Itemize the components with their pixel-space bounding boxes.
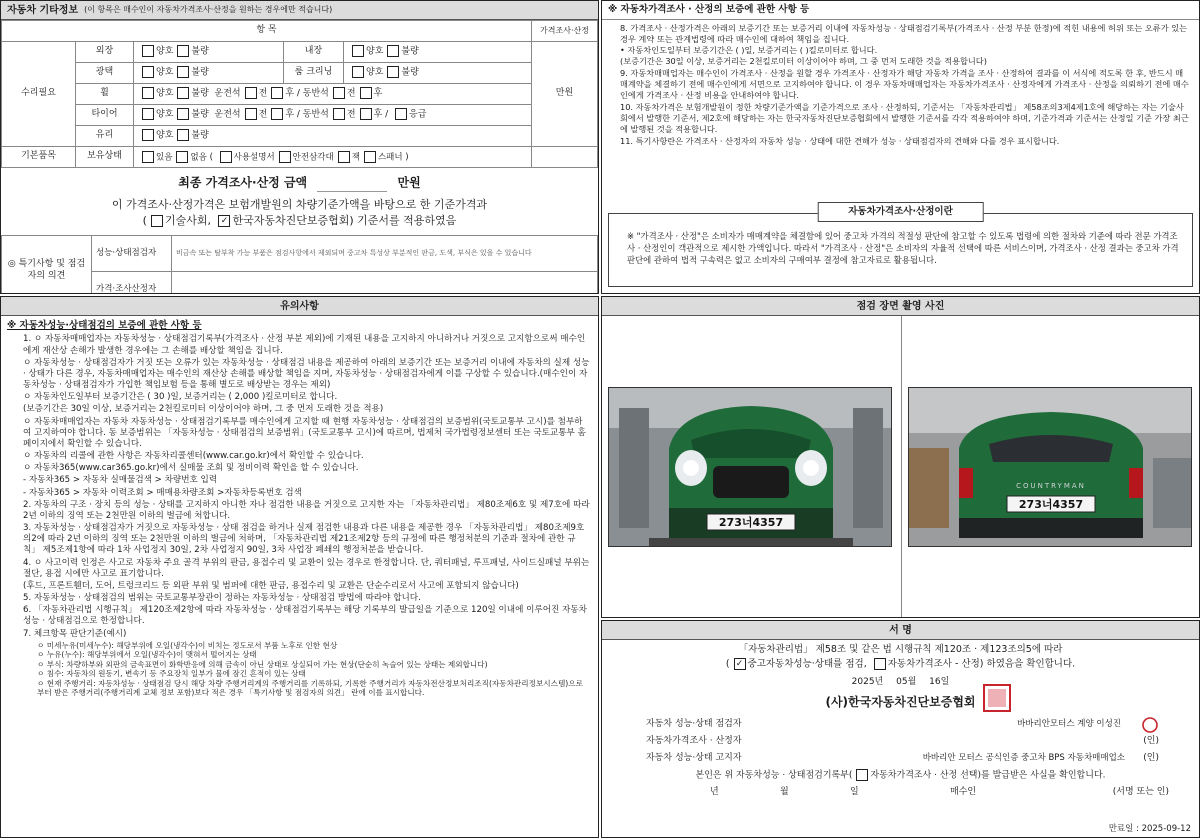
caution-item: 2. 자동차의 구조 · 장치 등의 성능 · 상태를 고지하지 아니한 자나 점검한 내용을 거짓으로 고지한 자는 「자동차관리법」 제80조제6호 및 제7호에 따라 2년 이하의 징역 또는 2천만원 이하의 벌금에 처합니다. [23,499,590,521]
checkbox-checked[interactable]: ✓ [218,215,230,227]
other-info-table: 항 목 가격조사·산정 수리필요 외장 양호 불량 내장 양호 불량 만원 광택 양호 불량 룸 크리닝 양호 불량 휠 양호 불량 운전석 전 후 / 동반석 전 후 타이어 양호 불량 운전석 전 후 / 동반석 전 후 / 응급 유리 양호 불량 기본품목 보유상태 있음 없음 ( 사용설명서 안전삼각대 잭 스패너 ) [1,20,598,168]
caution-item: 6. 「자동차관리법 시행규칙」 제120조제2항에 따라 자동차성능 · 상태점검기록부는 해당 기록부의 발급일을 기준으로 120일 이내에 이루어진 자동차 성능 · 상태점검으로 한정합니다. [23,605,587,627]
possession-label: 보유상태 [76,147,134,168]
check-criteria-list [1,641,598,698]
definition-title: 자동차가격조사·산정이란 [817,202,984,222]
photos-header: 점검 장면 촬영 사진 [602,297,1199,316]
photos-divider [901,316,902,617]
row-label-room-cleaning: 룸 크리닝 [284,63,344,84]
caution-item: - 자동차365 > 자동차 이력조회 > 매매용차량조회 >자동차등록번호 검색 [23,487,302,498]
signature-line1: 「자동차관리법」 제58조 및 같은 법 시행규칙 제120조 · 제123조의5에 따라 [738,644,1063,655]
price-warranty-list [602,20,1199,147]
checkbox[interactable] [364,151,376,163]
criteria-item: ㅇ 현재 주행거리: 자동차성능 · 상태점검 당시 해당 차량 주행거리계의 주행거리를 기록하되, 기록한 주행거리가 자동차전산정보처리조직(자동차관리정보시스템)으로부터 받은 주행거리(주행거리계 교체 정보 포함)보다 적은 경우 「특기사항 및 점검자의 의견」 란에 이를 표시합니다. [37,678,583,698]
sign-year: 2025년 [851,677,884,688]
cautions-section-title: ※ 자동차성능·상태점검의 보증에 관한 사항 등 [7,320,202,331]
signer-row: 자동차가격조사 · 산정자 (인) [646,736,1159,747]
checkbox[interactable] [874,658,886,670]
caution-item: 7. 체크항목 판단기준(예시) [23,628,127,639]
caution-item: ㅇ 자동차인도일부터 보증기간은 ( 30 )일, 보증거리는 ( 2,000 )킬로미터로 합니다. [23,392,338,403]
checkbox[interactable] [352,45,364,57]
basic-items-label: 기본품목 [2,147,76,168]
cautions-list [1,334,598,639]
inspector-label: 성능·상태점검자 [92,235,172,271]
col-item-header: 항 목 [2,21,532,42]
signature-date [602,677,1199,689]
cautions-panel [0,296,599,838]
sign-month: 05월 [896,677,917,688]
warranty-item: 11. 특기사항란은 가격조사 · 산정자의 자동차 성능 · 상태에 대한 견해가 성능 · 상태점검자의 견해와 다를 경우 표시합니다. [620,136,1060,147]
checkbox[interactable] [142,66,154,78]
caution-item: (보증기간은 30일 이상, 보증거리는 2천킬로미터 이상이어야 하며, 그 중 먼저 도래한 것을 적용) [23,404,384,415]
checkbox[interactable] [333,108,345,120]
checkbox[interactable] [151,215,163,227]
checkbox[interactable] [338,151,350,163]
price-warranty-title: ※ 자동차가격조사 · 산정의 보증에 관한 사항 등 [602,1,1199,20]
checkbox[interactable] [271,87,283,99]
checkbox[interactable] [142,129,154,141]
warranty-item: 8. 가격조사 · 산정가격은 아래의 보증기간 또는 보증거리 이내에 자동차성능 · 상태점검기록부(가격조사 · 산정 부분 한정)에 적힌 내용에 허위 또는 오류가 있는 경우 계약 또는 관계법령에 따라 매수인에 대하여 책임을 집니다. [620,23,1188,45]
signer-row: 자동차 성능·상태 고지자 바바리안 모터스 공식인증 중고차 BPS 자동차매매업소 (인) [646,753,1159,764]
checkbox[interactable] [360,87,372,99]
receipt-date-line: 년 월 일 매수인 (서명 또는 인) [710,786,1169,797]
criteria-item: ㅇ 누유(누수): 해당부위에서 오일(냉각수)이 맺혀서 떨어지는 상태 [37,650,257,660]
signature-panel [601,620,1200,838]
caution-item: 3. 자동차성능 · 상태점검자가 거짓으로 자동차성능 · 상태 점검을 하거나 실제 점검한 내용과 다른 내용을 제공한 경우 「자동차관리법」 제80조제9호의2에 따라 2년 이하의 징역 또는 2천만원 이하의 벌금에 처하며, 「자동차관리법 제21조제2항 등의 규정에 따른 행정처분의 기준과 절차에 관한 규칙」 제5조제1항에 따라 1차 사업정지 30일, 2차 사업정지 90일, 3차 사업장 폐쇄의 행정처분을 받습니다. [23,523,585,556]
checkbox[interactable] [387,45,399,57]
basis-text: 이 가격조사·산정가격은 보험개발원의 차량기준가액을 바탕으로 한 기준가격과 [111,198,488,211]
checkbox[interactable] [142,151,154,163]
caution-item: 5. 자동차성능 · 상태점검의 범위는 국토교통부장관이 정하는 자동차성능 · 상태점검 방법에 따라야 합니다. [23,593,421,604]
checkbox[interactable] [279,151,291,163]
caution-item: ㅇ 자동차성능 · 상태점검자가 거짓 또는 오류가 있는 자동차성능 · 상태점검 내용을 제공하여 아래의 보증기간 또는 보증거리 이내에 자동차의 실제 성능 · 상태가 다른 경우, 자동차매매업자는 매수인의 재산상 손해를 배상할 책임을 지며, 자동차성능 · 상태점검자에게 이를 구상할 수 있습니다.(매수인이 자동차성능 · 상태점검자가 가입한 책임보험 등을 통해 별도로 배상받는 경우는 제외) [23,357,590,391]
warranty-item: (보증기간은 30일 이상, 보증거리는 2천킬로미터 이상이어야 하며, 그 중 먼저 도래한 것을 적용합니다) [620,56,987,67]
definition-box [608,206,1193,287]
org-seal [982,683,1012,713]
final-price-label: 최종 가격조사·산정 금액 [178,175,308,190]
rear-badge: COUNTRYMAN [1016,482,1086,490]
signature-org-line [602,695,1199,711]
signer-row: 자동차 성능·상태 점검자 바바리안모터스 계양 이성진 [646,716,1159,733]
signature-org: (사)한국자동차진단보증협회 [825,694,976,709]
sign-day: 16일 [929,677,950,688]
row-label-wheel: 휠 [76,84,134,105]
inspector-opinion: 비금속 또는 탈부착 가능 부품은 점검사항에서 제외되며 중고차 특성상 부분적인 판금, 도색, 부식은 있을 수 있습니다 [172,235,598,271]
caution-item: (후드, 프론트휀더, 도어, 트렁크리드 등 외판 부위 및 범퍼에 대한 판금, 용접수리 및 교환은 단순수리로서 사고에 포함되지 않습니다) [23,580,519,591]
final-price-unit: 만원 [397,175,421,190]
definition-text: ※ "가격조사 · 산정"은 소비자가 매매계약을 체결함에 있어 중고차 가격의 적절성 판단에 참고할 수 있도록 법령에 의한 절차와 기준에 따라 전문 가격조사 · 산정인이 객관적으로 제시한 가액입니다. 따라서 "가격조사 · 산정"은 소비자의 자율적 선택에 따른 서비스이며, 가격조사 · 산정 결과는 중고차 가격판단에 관하여 법적 구속력은 없고 소비자의 구매여부 결정에 참고자료로 활용됩니다. [627,231,1179,266]
appraiser-opinion[interactable] [172,271,598,294]
checkbox[interactable] [220,151,232,163]
checkbox[interactable] [333,87,345,99]
rear-car-image [909,388,1192,547]
caution-item: 4. ㅇ 사고이력 인정은 사고로 자동차 주요 골격 부위의 판금, 용접수리 및 교환이 있는 경우로 한정합니다. 단, 쿼터패널, 루프패널, 사이드실패널 부위는 절단, 용접 시에만 사고로 표기합니다. [23,557,590,579]
checkbox[interactable] [395,108,407,120]
repair-label: 수리필요 [2,42,76,147]
front-car-image [609,388,892,547]
checkbox[interactable] [177,66,189,78]
front-plate: 273너4357 [718,516,784,529]
expiry-date: 만료일 : 2025-09-12 [1108,823,1191,834]
caution-item: ㅇ 자동차의 리콜에 관한 사항은 자동차리콜센터(www.car.go.kr)에서 확인할 수 있습니다. [23,451,364,462]
signer-seal [1141,716,1159,734]
appraiser-label: 가격·조사산정자 [92,271,172,294]
price-warranty-panel [601,0,1200,294]
rear-plate: 273너4357 [1018,498,1084,511]
criteria-item: ㅇ 미세누유(미세누수): 해당부위에 오일(냉각수)이 비치는 정도로서 부품 노후로 인한 현상 [37,640,338,650]
row-label-exterior: 외장 [76,42,134,63]
other-info-title: 자동차 기타정보 [7,4,79,16]
checkbox[interactable] [271,108,283,120]
special-label: ◎ 특기사항 및 점검자의 의견 [2,235,92,294]
row-label-tire: 타이어 [76,105,134,126]
row-label-interior: 내장 [284,42,344,63]
checkbox[interactable] [142,45,154,57]
price-unit: 만원 [532,42,598,147]
signer-rows [602,710,1199,767]
warranty-item: 9. 자동차매매업자는 매수인이 가격조사 · 산정을 원할 경우 가격조사 · 산정자가 해당 자동차 가격을 조사 · 산정하여 결과를 이 서식에 적도록 한 후, 반드시 매매계약을 체결하기 전에 매수인에게 서면으로 고지하여야 합니다. 이 경우 자동차매매업자는 자동차가격조사 · 산정자에게 가격조사 · 산정을 의뢰하기 전에 매수인에게 가격조사 · 산정 비용을 안내하여야 합니다. [620,68,1189,101]
other-info-header [1,1,598,20]
checkbox[interactable] [352,66,364,78]
special-table [1,235,598,294]
caution-item: 1. ㅇ 자동차매매업자는 자동차성능 · 상태점검기록부(가격조사 · 산정 부분 제외)에 기재된 내용을 고지하지 아니하거나 거짓으로 고지함으로써 매수인에게 재산상 손해가 발생한 경우에는 그 손해를 배상할 책임을 집니다. [23,334,586,356]
checkbox[interactable] [142,87,154,99]
checkbox[interactable] [245,87,257,99]
warranty-item: 10. 자동차가격은 보험개발원이 정한 차량기준가액을 기준가격으로 조사 · 산정하되, 기준서는 「자동차관리법」 제58조의3제4제1호에 해당하는 자는 기술사회에서 발행한 기준서, 제2호에 해당하는 자는 한국자동차진단보증협회에서 발행한 기준서를 각각 적용하여야 하며, 기준가격과 기준서는 산정일 기준 가장 최근에 발행된 것을 적용합니다. [620,102,1189,135]
checkbox[interactable] [387,66,399,78]
basis-text-2: ( 기술사회, ✓ 한국자동차진단보증협회) 기준서를 적용하였음 [142,214,457,228]
checkbox[interactable] [177,108,189,120]
checkbox[interactable] [142,108,154,120]
receipt-line: 본인은 위 자동차성능 · 상태점검기록부( 자동차가격조사 · 산정 선택)를 발급받은 사실을 확인합니다. [695,770,1106,781]
signature-header: 서 명 [602,621,1199,640]
signature-line2: ( ✓ 중고자동차성능·상태를 점검, 자동차가격조사 - 산정) 하였음을 확인합니다. [725,658,1076,670]
other-info-panel [0,0,599,294]
rear-photo [908,387,1192,547]
row-label-gloss: 광택 [76,63,134,84]
front-photo [608,387,892,547]
photos-panel [601,296,1200,618]
criteria-item: ㅇ 부식: 차량하부와 외판의 금속표면이 화학반응에 의해 금속이 아닌 상태로 상실되어 가는 현상(단순히 녹슬어 있는 상태는 제외합니다) [37,659,488,669]
checkbox[interactable] [856,769,868,781]
final-price-input[interactable] [317,174,387,192]
col-price-header: 가격조사·산정 [532,21,598,42]
caution-item: ㅇ 자동차365(www.car365.go.kr)에서 실매물 조회 및 정비이력 확인을 할 수 있습니다. [23,463,359,474]
checkbox[interactable] [360,108,372,120]
cautions-header: 유의사항 [1,297,598,316]
criteria-item: ㅇ 침수: 자동차의 원동기, 변속기 등 주요장치 일부가 물에 잠긴 흔적이 있는 상태 [37,669,306,679]
warranty-item: • 자동차인도일부터 보증기간은 ( )일, 보증거리는 ( )킬로미터로 합니다. [620,45,878,56]
checkbox-checked[interactable]: ✓ [734,658,746,670]
checkbox[interactable] [245,108,257,120]
checkbox[interactable] [177,87,189,99]
checkbox[interactable] [176,151,188,163]
caution-item: - 자동차365 > 자동차 실매물검색 > 차량번호 입력 [23,475,218,486]
caution-item: ㅇ 자동차매매업자는 자동차 자동차성능 · 상태점검기록부를 매수인에게 고지할 때 현행 자동차성능 · 상태점검의 보증범위(국토교통부 고시)를 첨부하여 고지하여야 합니다. 동 보증범위는 「자동차성능 · 상태점검의 보증범위」(국토교통부 고시)에 따르며, 법제처 국가법령정보센터 또는 국토교통부 홈페이지에서 확인할 수 있습니다. [23,416,586,449]
final-price-line [1,174,598,192]
checkbox[interactable] [177,129,189,141]
row-label-glass: 유리 [76,126,134,147]
other-info-note: (이 항목은 매수인이 자동차가격조사·산정을 원하는 경우에만 적습니다) [84,4,333,14]
checkbox[interactable] [177,45,189,57]
